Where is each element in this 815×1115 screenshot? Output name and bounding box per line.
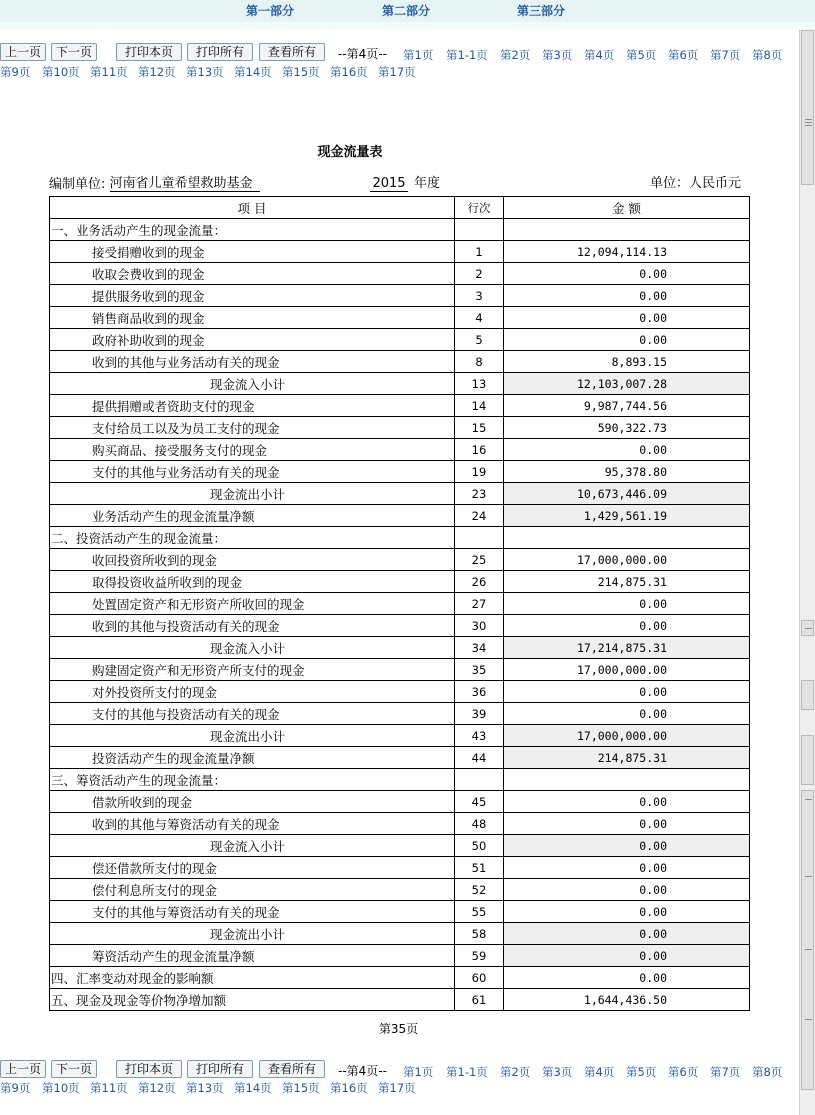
page-link-13[interactable]: 第13页 (186, 65, 224, 79)
scrollbar-thumb-lower[interactable] (801, 680, 814, 710)
table-header-row (50, 197, 750, 219)
row-line-number: 1 (455, 241, 504, 263)
bottom-nav (0, 1060, 815, 1100)
header-line: 行次 (455, 197, 504, 219)
part-two-link[interactable]: 第二部分 (382, 4, 431, 18)
row-item: 偿付利息所支付的现金 (50, 879, 455, 901)
table-row (50, 857, 750, 879)
row-line-number (455, 527, 504, 549)
table-row (50, 285, 750, 307)
row-amount: 0.00 (504, 593, 750, 615)
page-link-7-bottom[interactable]: 第7页 (710, 1065, 741, 1079)
grip-line (805, 119, 812, 120)
row-item: 对外投资所支付的现金 (50, 681, 455, 703)
page-link-16-bottom[interactable]: 第16页 (330, 1081, 368, 1095)
row-item: 现金流出小计 (50, 483, 455, 505)
current-page-indicator-bottom: --第4页-- (338, 1064, 387, 1078)
row-line-number (455, 769, 504, 791)
table-row (50, 989, 750, 1011)
unit-name: 河南省儿童希望救助基金 (110, 172, 260, 192)
row-item: 购建固定资产和无形资产所支付的现金 (50, 659, 455, 681)
row-item: 五、现金及现金等价物净增加额 (50, 989, 455, 1011)
page-link-10-bottom[interactable]: 第10页 (42, 1081, 80, 1095)
row-line-number (455, 219, 504, 241)
row-amount: 0.00 (504, 945, 750, 967)
row-amount: 12,103,007.28 (504, 373, 750, 395)
page-link-16[interactable]: 第16页 (330, 65, 368, 79)
row-item: 三、筹资活动产生的现金流量： (50, 769, 455, 791)
row-amount: 95,378.80 (504, 461, 750, 483)
grip-line (805, 1019, 812, 1020)
report-title: 现金流量表 (317, 145, 383, 160)
row-line-number: 13 (455, 373, 504, 395)
view-all-button-bottom[interactable]: 查看所有 (259, 1060, 325, 1078)
table-row (50, 483, 750, 505)
row-item: 现金流入小计 (50, 835, 455, 857)
page-link-10[interactable]: 第10页 (42, 65, 80, 79)
row-item: 现金流入小计 (50, 637, 455, 659)
page-link-9-bottom[interactable]: 第9页 (0, 1081, 31, 1095)
row-amount: 0.00 (504, 967, 750, 989)
print-all-button[interactable]: 打印所有 (187, 43, 253, 61)
page-link-3-bottom[interactable]: 第3页 (542, 1065, 573, 1079)
page-link-14-bottom[interactable]: 第14页 (234, 1081, 272, 1095)
table-row (50, 549, 750, 571)
row-line-number: 27 (455, 593, 504, 615)
row-line-number: 34 (455, 637, 504, 659)
page-link-12-bottom[interactable]: 第12页 (138, 1081, 176, 1095)
table-row (50, 945, 750, 967)
table-row (50, 725, 750, 747)
row-amount: 9,987,744.56 (504, 395, 750, 417)
vertical-scrollbar[interactable] (799, 30, 815, 1115)
row-line-number: 15 (455, 417, 504, 439)
row-item: 现金流出小计 (50, 923, 455, 945)
row-amount: 0.00 (504, 813, 750, 835)
row-amount (504, 769, 750, 791)
row-amount: 0.00 (504, 439, 750, 461)
row-line-number: 19 (455, 461, 504, 483)
page-link-9[interactable]: 第9页 (0, 65, 31, 79)
row-amount: 0.00 (504, 835, 750, 857)
grip-line (805, 799, 812, 800)
page-number: 第35页 (378, 1022, 419, 1036)
row-item: 购买商品、接受服务支付的现金 (50, 439, 455, 461)
table-row (50, 571, 750, 593)
top-nav (0, 43, 815, 83)
table-row (50, 747, 750, 769)
row-item: 收到的其他与业务活动有关的现金 (50, 351, 455, 373)
page-link-5-bottom[interactable]: 第5页 (626, 1065, 657, 1079)
row-amount: 590,322.73 (504, 417, 750, 439)
view-all-button[interactable]: 查看所有 (259, 43, 325, 61)
table-row (50, 659, 750, 681)
row-item: 销售商品收到的现金 (50, 307, 455, 329)
row-line-number: 5 (455, 329, 504, 351)
table-row (50, 373, 750, 395)
table-row (50, 351, 750, 373)
row-amount (504, 527, 750, 549)
table-row (50, 791, 750, 813)
row-amount: 0.00 (504, 263, 750, 285)
scrollbar-thumb-mid[interactable] (801, 620, 814, 636)
print-page-button[interactable]: 打印本页 (116, 43, 182, 61)
page-link-11[interactable]: 第11页 (90, 65, 128, 79)
table-row (50, 769, 750, 791)
prev-page-button-bottom[interactable]: 上一页 (0, 1060, 46, 1078)
row-amount: 0.00 (504, 615, 750, 637)
row-amount: 17,000,000.00 (504, 549, 750, 571)
row-amount: 214,875.31 (504, 747, 750, 769)
table-row (50, 439, 750, 461)
table-row (50, 527, 750, 549)
page-link-14[interactable]: 第14页 (234, 65, 272, 79)
row-item: 现金流出小计 (50, 725, 455, 747)
row-item: 收到的其他与筹资活动有关的现金 (50, 813, 455, 835)
header-item: 项 目 (50, 197, 455, 219)
header-amount: 金 额 (504, 197, 750, 219)
row-amount: 0.00 (504, 703, 750, 725)
prev-page-button[interactable]: 上一页 (0, 43, 46, 61)
top-banner (0, 0, 815, 23)
row-amount: 10,673,446.09 (504, 483, 750, 505)
table-row (50, 681, 750, 703)
page-link-8-bottom[interactable]: 第8页 (752, 1065, 783, 1079)
page-link-1-1[interactable]: 第1-1页 (446, 48, 488, 62)
table-row (50, 395, 750, 417)
row-item: 收到的其他与投资活动有关的现金 (50, 615, 455, 637)
row-line-number: 4 (455, 307, 504, 329)
grip-line (805, 876, 812, 877)
row-line-number: 45 (455, 791, 504, 813)
unit-label: 编制单位: (49, 177, 106, 192)
page-link-8[interactable]: 第8页 (752, 48, 783, 62)
page-link-5[interactable]: 第5页 (626, 48, 657, 62)
row-item: 提供服务收到的现金 (50, 285, 455, 307)
page-link-15-bottom[interactable]: 第15页 (282, 1081, 320, 1095)
page-link-6-bottom[interactable]: 第6页 (668, 1065, 699, 1079)
row-line-number: 48 (455, 813, 504, 835)
row-amount (504, 219, 750, 241)
row-line-number: 36 (455, 681, 504, 703)
table-row (50, 307, 750, 329)
year-field (370, 172, 440, 192)
row-line-number: 61 (455, 989, 504, 1011)
page-link-2-bottom[interactable]: 第2页 (500, 1065, 531, 1079)
page-link-4-bottom[interactable]: 第4页 (584, 1065, 615, 1079)
row-line-number: 26 (455, 571, 504, 593)
row-line-number: 23 (455, 483, 504, 505)
row-amount: 0.00 (504, 307, 750, 329)
table-row (50, 593, 750, 615)
row-item: 一、业务活动产生的现金流量： (50, 219, 455, 241)
table-row (50, 637, 750, 659)
table-row (50, 461, 750, 483)
row-line-number: 30 (455, 615, 504, 637)
print-page-button-bottom[interactable]: 打印本页 (116, 1060, 182, 1078)
page-link-11-bottom[interactable]: 第11页 (90, 1081, 128, 1095)
row-item: 处置固定资产和无形资产所收回的现金 (50, 593, 455, 615)
row-line-number: 35 (455, 659, 504, 681)
part-three-link[interactable]: 第三部分 (517, 4, 566, 18)
table-row (50, 263, 750, 285)
row-line-number: 50 (455, 835, 504, 857)
row-item: 四、汇率变动对现金的影响额 (50, 967, 455, 989)
row-item: 政府补助收到的现金 (50, 329, 455, 351)
page-link-6[interactable]: 第6页 (668, 48, 699, 62)
row-line-number: 58 (455, 923, 504, 945)
row-line-number: 52 (455, 879, 504, 901)
row-line-number: 39 (455, 703, 504, 725)
row-line-number: 16 (455, 439, 504, 461)
row-item: 提供捐赠或者资助支付的现金 (50, 395, 455, 417)
table-row (50, 615, 750, 637)
page-link-7[interactable]: 第7页 (710, 48, 741, 62)
page-link-2[interactable]: 第2页 (500, 48, 531, 62)
row-line-number: 55 (455, 901, 504, 923)
year-value: 2015 (370, 176, 408, 192)
row-amount: 17,000,000.00 (504, 659, 750, 681)
row-amount: 214,875.31 (504, 571, 750, 593)
row-item: 借款所收到的现金 (50, 791, 455, 813)
page-link-13-bottom[interactable]: 第13页 (186, 1081, 224, 1095)
page-link-1-bottom[interactable]: 第1页 (403, 1065, 434, 1079)
row-item: 筹资活动产生的现金流量净额 (50, 945, 455, 967)
row-amount: 0.00 (504, 285, 750, 307)
table-row (50, 219, 750, 241)
row-amount: 0.00 (504, 923, 750, 945)
table-row (50, 879, 750, 901)
page-link-1-1-bottom[interactable]: 第1-1页 (446, 1065, 488, 1079)
page-link-15[interactable]: 第15页 (282, 65, 320, 79)
row-amount: 1,429,561.19 (504, 505, 750, 527)
grip-line (805, 628, 812, 629)
page-link-17-bottom[interactable]: 第17页 (378, 1081, 416, 1095)
table-row (50, 923, 750, 945)
row-item: 现金流入小计 (50, 373, 455, 395)
row-line-number: 24 (455, 505, 504, 527)
row-item: 二、投资活动产生的现金流量： (50, 527, 455, 549)
banner-strip (0, 22, 815, 30)
table-row (50, 835, 750, 857)
row-line-number: 43 (455, 725, 504, 747)
row-item: 支付的其他与筹资活动有关的现金 (50, 901, 455, 923)
cash-flow-table (49, 196, 750, 1011)
row-item: 支付的其他与投资活动有关的现金 (50, 703, 455, 725)
grip-line (805, 122, 812, 123)
scrollbar-thumb-bottom[interactable] (801, 735, 814, 785)
row-line-number: 59 (455, 945, 504, 967)
table-row (50, 703, 750, 725)
current-page-indicator: --第4页-- (338, 47, 387, 61)
row-line-number: 2 (455, 263, 504, 285)
row-line-number: 8 (455, 351, 504, 373)
table-row (50, 329, 750, 351)
row-amount: 0.00 (504, 791, 750, 813)
part-one-link[interactable]: 第一部分 (246, 4, 295, 18)
page-link-1[interactable]: 第1页 (403, 48, 434, 62)
grip-line (805, 949, 812, 950)
row-amount: 8,893.15 (504, 351, 750, 373)
row-item: 支付的其他与业务活动有关的现金 (50, 461, 455, 483)
row-amount: 0.00 (504, 329, 750, 351)
row-amount: 0.00 (504, 901, 750, 923)
page-link-4[interactable]: 第4页 (584, 48, 615, 62)
grip-line (805, 125, 812, 126)
table-row (50, 813, 750, 835)
row-line-number: 44 (455, 747, 504, 769)
row-amount: 0.00 (504, 879, 750, 901)
row-item: 投资活动产生的现金流量净额 (50, 747, 455, 769)
next-page-button[interactable]: 下一页 (51, 43, 97, 61)
table-row (50, 241, 750, 263)
next-page-button-bottom[interactable]: 下一页 (51, 1060, 97, 1078)
year-label: 年度 (414, 176, 441, 191)
print-all-button-bottom[interactable]: 打印所有 (187, 1060, 253, 1078)
row-line-number: 60 (455, 967, 504, 989)
table-row (50, 967, 750, 989)
page-link-3[interactable]: 第3页 (542, 48, 573, 62)
scrollbar-thumb-track[interactable] (801, 790, 814, 1090)
unit-field (49, 172, 260, 192)
row-amount: 0.00 (504, 681, 750, 703)
row-amount: 17,000,000.00 (504, 725, 750, 747)
table-row (50, 417, 750, 439)
row-item: 取得投资收益所收到的现金 (50, 571, 455, 593)
row-item: 收回投资所收到的现金 (50, 549, 455, 571)
row-item: 业务活动产生的现金流量净额 (50, 505, 455, 527)
row-line-number: 25 (455, 549, 504, 571)
page-link-12[interactable]: 第12页 (138, 65, 176, 79)
table-row (50, 505, 750, 527)
row-item: 偿还借款所支付的现金 (50, 857, 455, 879)
currency-unit: 单位：人民币元 (650, 176, 742, 191)
row-line-number: 3 (455, 285, 504, 307)
table-row (50, 901, 750, 923)
scrollbar-thumb-top[interactable] (801, 30, 814, 185)
row-amount: 1,644,436.50 (504, 989, 750, 1011)
row-amount: 17,214,875.31 (504, 637, 750, 659)
row-line-number: 14 (455, 395, 504, 417)
row-line-number: 51 (455, 857, 504, 879)
row-item: 支付给员工以及为员工支付的现金 (50, 417, 455, 439)
row-item: 接受捐赠收到的现金 (50, 241, 455, 263)
row-item: 收取会费收到的现金 (50, 263, 455, 285)
row-amount: 12,094,114.13 (504, 241, 750, 263)
page-link-17[interactable]: 第17页 (378, 65, 416, 79)
row-amount: 0.00 (504, 857, 750, 879)
